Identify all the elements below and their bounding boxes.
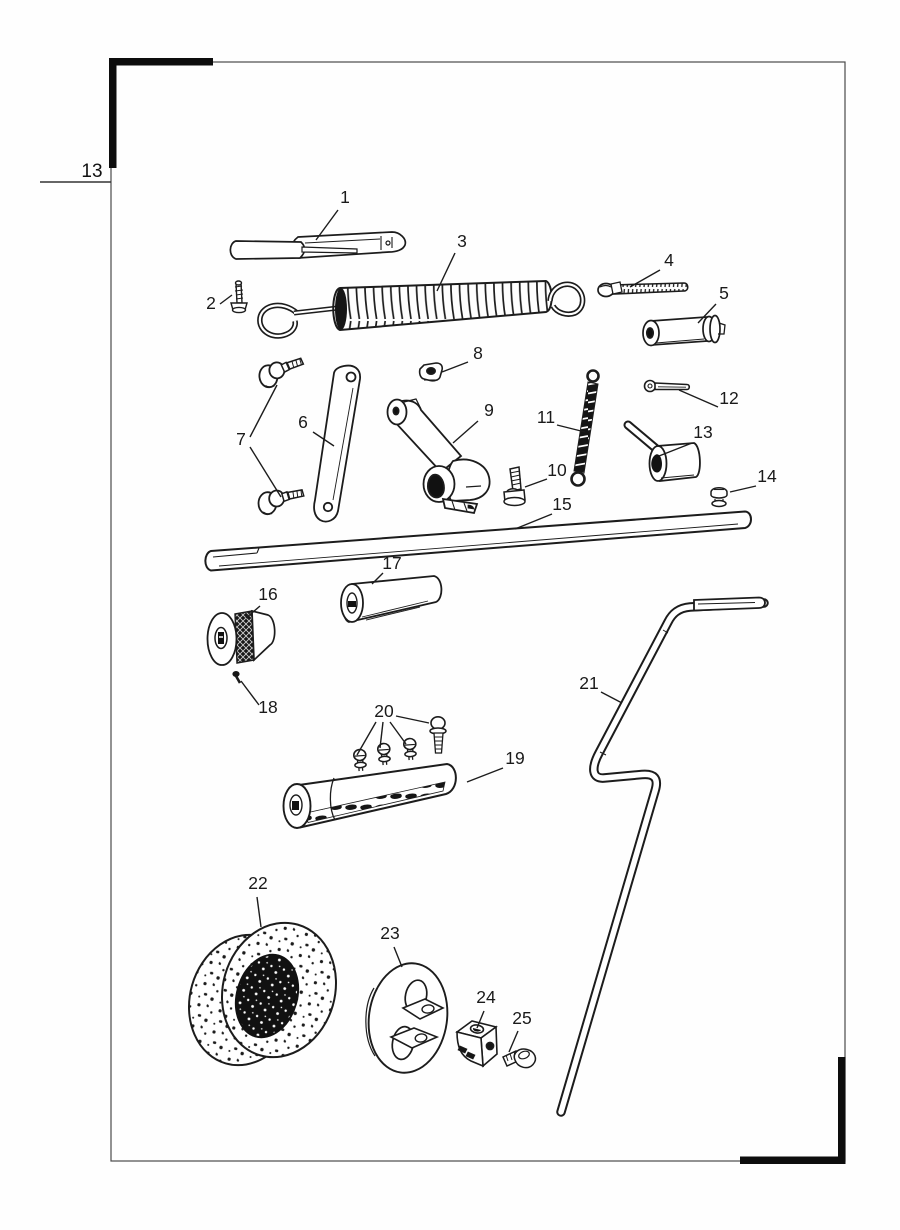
part-16-drawing	[208, 611, 275, 665]
part-25-drawing	[503, 1049, 535, 1068]
leader-line	[442, 362, 468, 372]
part-label-22: 22	[248, 873, 268, 893]
leader-line	[396, 716, 429, 723]
part-label-14: 14	[757, 466, 777, 486]
part-label-21: 21	[579, 673, 599, 693]
part-22-drawing	[174, 909, 352, 1078]
part-label-10: 10	[547, 460, 567, 480]
part-10-drawing	[504, 467, 525, 506]
corner-mark-top-left	[109, 58, 213, 66]
page-number: 13	[81, 161, 103, 182]
part-11-drawing	[572, 371, 599, 486]
part-label-15: 15	[552, 494, 572, 514]
part-18-drawing	[232, 671, 240, 683]
leader-line	[241, 681, 259, 705]
leader-line	[394, 947, 402, 967]
part-label-20: 20	[374, 701, 394, 721]
part-label-16: 16	[258, 584, 278, 604]
part-12-drawing	[645, 381, 690, 392]
part-label-3: 3	[457, 231, 467, 251]
part-label-12: 12	[719, 388, 739, 408]
part-7-drawing	[258, 358, 305, 515]
part-9-drawing	[388, 399, 490, 513]
leader-line	[525, 479, 547, 487]
part-4-drawing	[598, 282, 688, 297]
leader-line	[509, 1031, 518, 1052]
leader-line	[257, 897, 261, 927]
leader-line	[250, 385, 277, 437]
part-15-drawing	[205, 512, 751, 571]
leader-line	[390, 722, 406, 744]
leader-line	[453, 421, 478, 443]
part-20-screw	[430, 717, 446, 753]
part-label-25: 25	[512, 1008, 532, 1028]
part-label-18: 18	[258, 697, 278, 717]
leader-line	[250, 447, 281, 497]
part-label-6: 6	[298, 412, 308, 432]
leader-line	[601, 692, 622, 703]
part-label-9: 9	[484, 400, 494, 420]
part-label-19: 19	[505, 748, 525, 768]
part-label-5: 5	[719, 283, 729, 303]
part-label-11: 11	[536, 407, 556, 427]
part-label-24: 24	[476, 987, 496, 1007]
part-label-17: 17	[382, 553, 402, 573]
part-3-drawing	[260, 281, 583, 336]
part-label-2: 2	[206, 293, 216, 313]
part-5-drawing	[643, 316, 725, 346]
part-1-drawing	[230, 232, 405, 259]
leader-line	[730, 486, 756, 492]
part-2-drawing	[231, 281, 247, 313]
leader-line	[467, 768, 503, 782]
corner-mark-bottom-right	[838, 1057, 846, 1163]
leader-line	[357, 722, 376, 755]
part-14-drawing	[711, 488, 727, 507]
part-13-drawing	[628, 425, 700, 481]
leader-line	[679, 390, 718, 407]
part-6-drawing	[314, 366, 360, 522]
part-label-7: 7	[236, 429, 246, 449]
part-label-13: 13	[693, 422, 713, 442]
part-label-23: 23	[380, 923, 400, 943]
part-label-1: 1	[340, 187, 350, 207]
part-label-4: 4	[664, 250, 674, 270]
part-23-drawing	[362, 958, 455, 1078]
part-17-drawing	[341, 576, 441, 622]
part-label-8: 8	[473, 343, 483, 363]
part-8-drawing	[420, 363, 443, 381]
